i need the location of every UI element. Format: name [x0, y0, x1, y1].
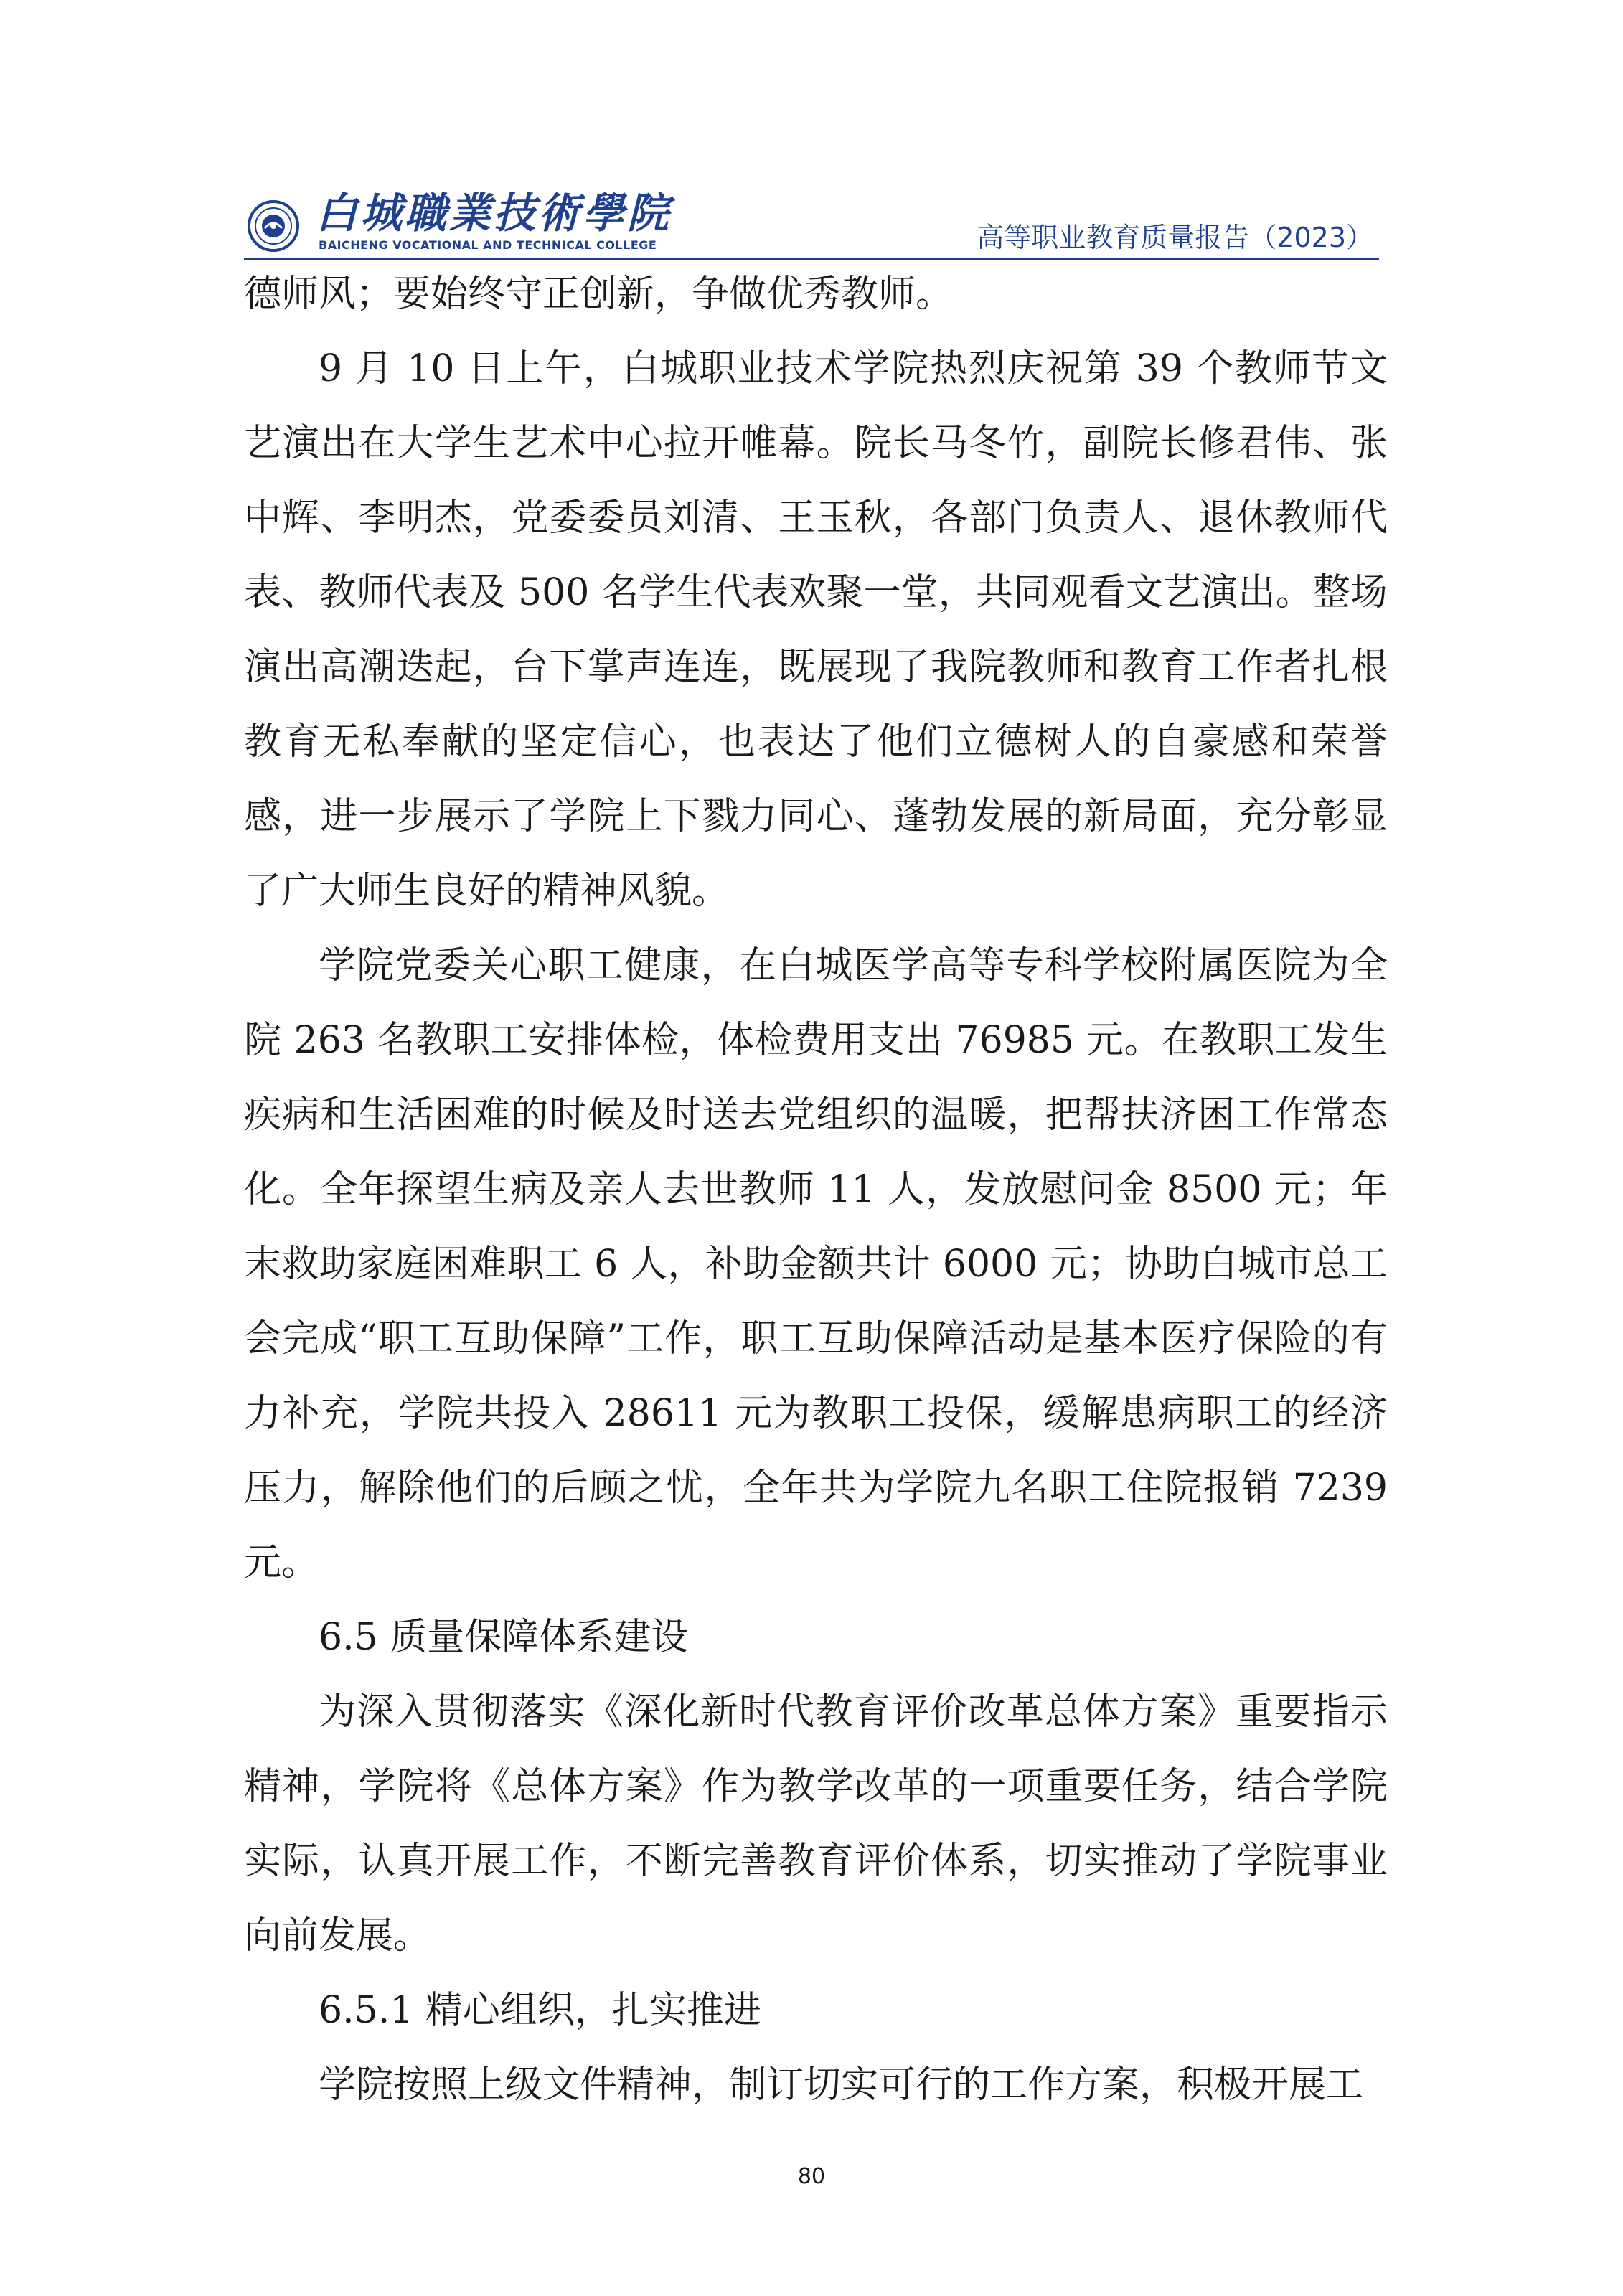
paragraph-implementation: 学院按照上级文件精神，制订切实可行的工作方案，积极开展工: [319, 2064, 1364, 2107]
paragraph-staff-welfare: 学院党委关心职工健康，在白城医学高等专科学校附属医院为全院 263 名教职工安排体检，体检费用支出 76985 元。在教职工发生疾病和生活困难的时候及时送去党组织的温暖，把帮扶济困工作常态化。全年探望生病及亲人去世教师 11 人，发放慰问金 8500 元；年末救助家庭困难职工 6 人，补助金额共计 6000 元；协助白城市总工会完成“职工互助保障”工作，职工互助保障活动是基本医疗保险的有力补充，学院共投入 28611 元为教职工投保，缓解患病职工的经济压力，解除他们的后顾之忧，全年共为学院九名职工住院报销 7239 元。: [244, 944, 1388, 1584]
paragraph-evaluation-reform: 为深入贯彻落实《深化新时代教育评价改革总体方案》重要指示精神，学院将《总体方案》作为教学改革的一项重要任务，结合学院实际，认真开展工作，不断完善教育评价体系，切实推动了学院事业向前发展。: [244, 1690, 1388, 1957]
subsection-heading: 6.5.1 精心组织，扎实推进: [319, 1989, 761, 2032]
college-logo: [244, 188, 672, 260]
section-heading: 6.5 质量保障体系建设: [319, 1616, 689, 1659]
page-number: 80: [797, 2164, 826, 2189]
paragraph-continued: 德师风；要始终守正创新，争做优秀教师。: [244, 273, 954, 316]
page-header: [244, 188, 1379, 260]
body-text: [244, 257, 1388, 2122]
college-emblem-icon: [247, 199, 300, 253]
paragraph-teachers-day: 9 月 10 日上午，白城职业技术学院热烈庆祝第 39 个教师节文艺演出在大学生艺术中心拉开帷幕。院长马冬竹，副院长修君伟、张中辉、李明杰，党委委员刘清、王玉秋，各部门负责人、退休教师代表、教师代表及 500 名学生代表欢聚一堂，共同观看文艺演出。整场演出高潮迭起，台下掌声连连，既展现了我院教师和教育工作者扎根教育无私奉献的坚定信心，也表达了他们立德树人的自豪感和荣誉感，进一步展示了学院上下戮力同心、蓬勃发展的新局面，充分彰显了广大师生良好的精神风貌。: [244, 347, 1388, 913]
report-title: 高等职业教育质量报告（2023）: [977, 222, 1373, 253]
logo-chinese-name: 白城職業技術學院: [316, 189, 672, 237]
logo-english-name: BAICHENG VOCATIONAL AND TECHNICAL COLLEGE: [319, 238, 657, 252]
